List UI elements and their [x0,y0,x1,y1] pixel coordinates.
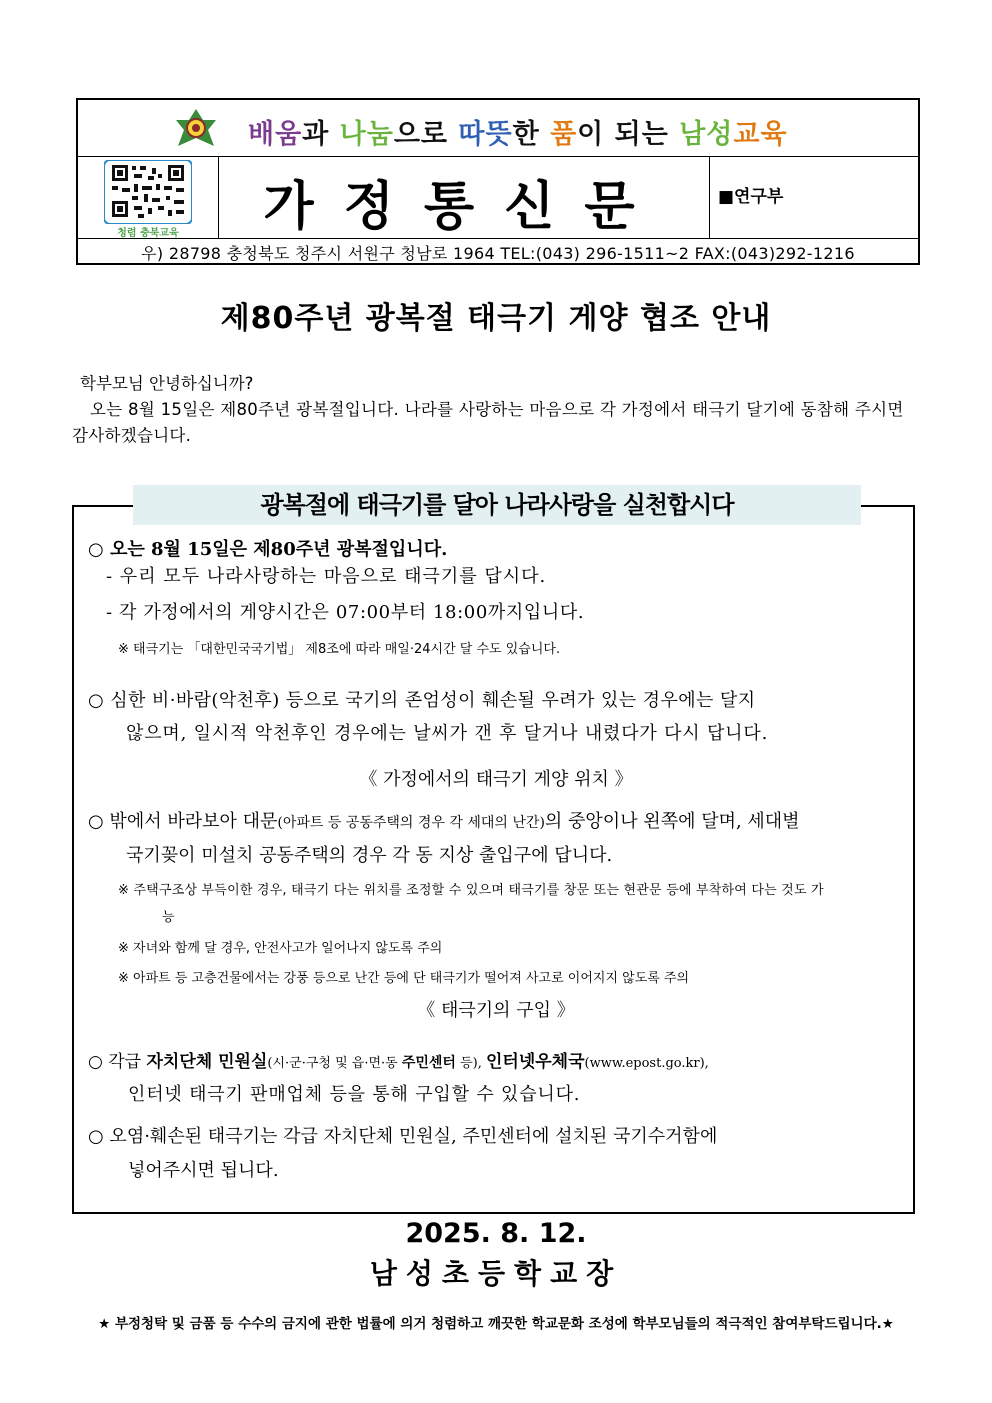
title-cell [219,156,710,238]
item4-line1-d: 주민센터 [401,1055,456,1071]
qr-cell [78,156,219,238]
item1-title: ○ 오는 8월 15일은 제80주년 광복절입니다. [88,539,448,560]
school-slogan [248,112,788,151]
item4-line1-c: (시·군·구청 및 읍·면·동 [267,1056,402,1071]
item5-line1: ○ 오염·훼손된 태극기는 각급 자치단체 민원실, 주민센터에 설치된 국기수거함에 [88,1126,718,1147]
item4-line1-g: (www.epost.go.kr), [584,1056,709,1071]
integrity-notice: ★ 부정청탁 및 금품 등 수수의 금지에 관한 법률에 의거 청렴하고 깨끗한 학교문화 조성에 학부모님들의 적극적인 참여부탁드립니다.★ [98,1316,894,1332]
slogan-part: 한 [512,119,551,150]
item2-line1: ○ 심한 비·바람(악천후) 등으로 국기의 존엄성이 훼손될 우려가 있는 경우에는 달지 [88,690,756,711]
item4-line1-f: 인터넷우체국 [485,1052,585,1072]
newsletter-title: 가정통신문 [263,176,665,237]
item1-note: ※ 태극기는 「대한민국국기법」 제8조에 따라 매일·24시간 달 수도 있습니다. [118,642,561,657]
slogan-part: 품 [550,119,578,150]
school-emblem-icon [174,108,218,148]
document-title: 제80주년 광복절 태극기 게양 협조 안내 [220,301,772,336]
item3-note1-line2: 능 [162,910,175,925]
slogan-part: 으로 [393,119,459,150]
department-label: ■연구부 [718,187,784,207]
section-heading-location: 《 가정에서의 태극기 게양 위치 》 [359,769,633,790]
item3-line1-a: ○ 밖에서 바라보아 대문 [88,811,278,832]
item4-line1-e: 등), [455,1056,486,1071]
newsletter-header [76,98,920,265]
item3-note2: ※ 자녀와 함께 달 경우, 안전사고가 일어나지 않도록 주의 [118,941,443,956]
qr-code-icon [104,160,192,224]
slogan-part: 이 되는 [577,119,680,150]
item3-note1-line1: ※ 주택구조상 부득이한 경우, 태극기 다는 위치를 조정할 수 있으며 태극기를 창문 또는 현관문 등에 부착하여 다는 것도 가 [118,883,824,898]
slogan-part: 따뜻 [458,119,513,150]
greeting: 학부모님 안녕하십니까? [80,374,254,393]
item2-line2: 않으며, 일시적 악천후인 경우에는 날씨가 갠 후 달거나 내렸다가 다시 답니다. [126,723,769,744]
address-row [78,239,918,263]
item4-line1 [88,1047,709,1072]
item3-line1-b: (아파트 등 공동주택의 경우 각 세대의 난간) [277,815,545,831]
slogan-part: 교육 [733,119,788,150]
school-address: 우) 28798 충청북도 청주시 서원구 청남로 1964 TEL:(043) 296-1511~2 FAX:(043)292-1216 [141,244,855,263]
slogan-part: 남성 [679,119,734,150]
item3-line2: 국기꽂이 미설치 공동주택의 경우 각 동 지상 출입구에 답니다. [126,845,613,866]
box-heading: 광복절에 태극기를 달아 나라사랑을 실천합시다 [133,485,861,525]
slogan-part: 배움 [248,119,303,150]
section-heading-purchase: 《 태극기의 구입 》 [417,1000,575,1021]
title-row [78,156,918,239]
slogan-row [78,100,918,157]
intro-paragraph: 오는 8월 15일은 제80주년 광복절입니다. 나라를 사랑하는 마음으로 각 가정에서 태극기 달기에 동참해 주시면 감사하겠습니다. [72,400,904,445]
slogan-part: 과 [302,119,340,150]
item4-line2: 인터넷 태극기 판매업체 등을 통해 구입할 수 있습니다. [128,1084,581,1105]
item3-line1 [88,807,800,833]
item5-line2: 넣어주시면 됩니다. [128,1160,279,1181]
item3-note3: ※ 아파트 등 고층건물에서는 강풍 등으로 난간 등에 단 태극기가 떨어져 사고로 이어지지 않도록 주의 [118,971,690,986]
issue-date: 2025. 8. 12. [405,1218,587,1249]
item1-sub1: - 우리 모두 나라사랑하는 마음으로 태극기를 답시다. [106,566,547,587]
item4-line1-b: 자치단체 민원실 [146,1052,268,1072]
qr-caption: 청렴 충북교육 [117,228,179,239]
item3-line1-c: 의 중앙이나 왼쪽에 달며, 세대별 [544,811,800,832]
slogan-part: 나눔 [339,119,394,150]
item4-line1-a: ○ 각급 [88,1052,147,1072]
principal-signature: 남성초등학교장 [369,1257,623,1290]
item1-sub2: - 각 가정에서의 게양시간은 07:00부터 18:00까지입니다. [106,602,585,623]
